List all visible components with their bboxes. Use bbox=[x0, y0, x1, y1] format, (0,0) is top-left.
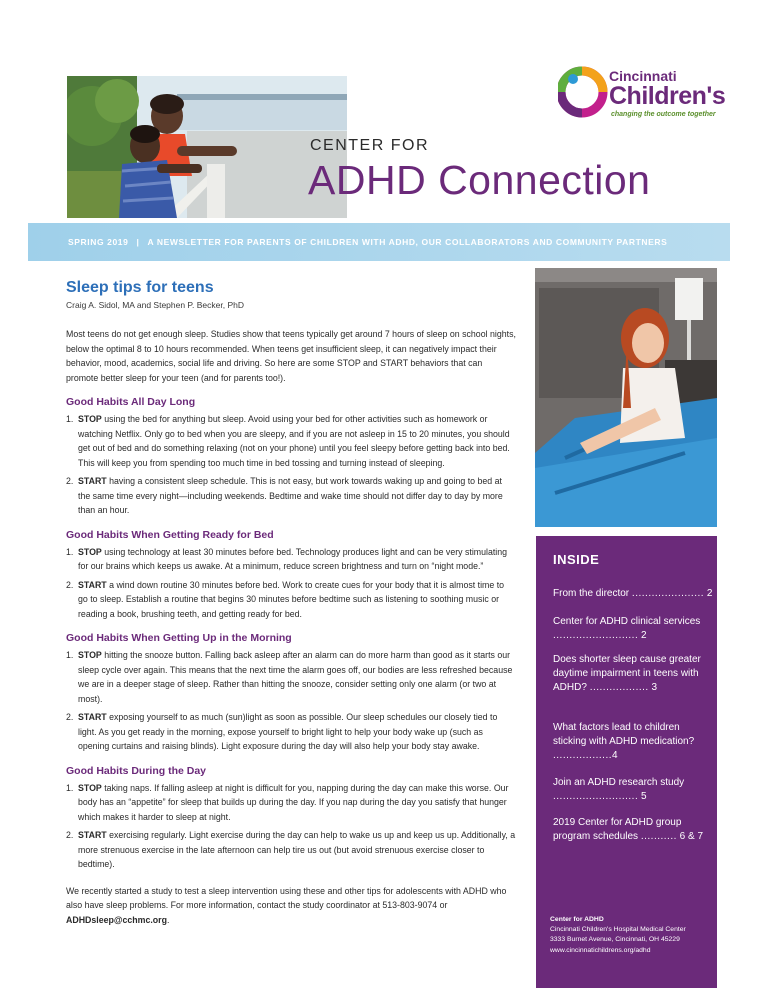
habit-list bbox=[66, 648, 516, 754]
habit-item bbox=[66, 828, 516, 872]
closing-end: . bbox=[166, 914, 170, 925]
item-text: hitting the snooze button. Falling back asleep after an alarm can do more harm than good as it starts our sleep cycle over again. This means that the next time the alarm goes off, our bodies are less refreshed because we are in a deeper stage of sleep. Rather than hitting the snooze, consider setting only one alarm (or two at most). bbox=[78, 650, 513, 704]
teen-in-bed-photo bbox=[535, 268, 717, 527]
toc-leader: .......................... bbox=[553, 630, 639, 641]
logo-mark-icon bbox=[558, 64, 608, 118]
item-keyword: START bbox=[78, 830, 107, 840]
contact-org: Center for ADHD bbox=[550, 916, 604, 923]
item-number: 2. bbox=[66, 712, 74, 722]
toc-item[interactable] bbox=[553, 653, 713, 695]
toc-label: What factors lead to children sticking with ADHD medication? bbox=[553, 722, 695, 747]
article-authors: Craig A. Sidol, MA and Stephen P. Becker, PhD bbox=[66, 300, 244, 310]
item-text: exposing yourself to as much (sun)light as soon as possible. Our sleep schedules our closely tied to light. As you get ready in the morning, expose yourself to bright light to help your body wake up (such as opening curtains and raising blinds). Light exposure during the day will also help your body stay awake. bbox=[78, 712, 498, 751]
item-keyword: START bbox=[78, 476, 107, 486]
habit-item bbox=[66, 412, 516, 470]
toc-leader: .................. bbox=[553, 750, 613, 761]
toc-leader: ...................... bbox=[631, 588, 705, 599]
contact-address: 3333 Burnet Avenue, Cincinnati, OH 45229 bbox=[550, 936, 680, 944]
toc-label: Does shorter sleep cause greater daytime impairment in teens with ADHD? bbox=[553, 654, 701, 693]
item-text: taking naps. If falling asleep at night is difficult for you, napping during the day can make this worse. Our body has an “appetite” for sleep that builds up during the day. If you nap during the day you satisfy that hunger which makes it harder to sleep at night. bbox=[78, 782, 509, 822]
inside-sidebar bbox=[536, 536, 717, 988]
toc-page: 2 bbox=[638, 630, 647, 641]
toc-item[interactable] bbox=[553, 776, 713, 804]
toc-page: 6 & 7 bbox=[676, 831, 704, 842]
section-heading: Good Habits When Getting Ready for Bed bbox=[66, 528, 274, 541]
habit-item bbox=[66, 578, 516, 622]
toc-label: From the director bbox=[553, 588, 632, 599]
toc-page: 4 bbox=[612, 750, 618, 761]
item-keyword: STOP bbox=[78, 546, 102, 557]
toc-label: Join an ADHD research study bbox=[553, 777, 685, 788]
hero-photo bbox=[67, 76, 347, 218]
item-keyword: STOP bbox=[78, 782, 102, 793]
habit-item bbox=[66, 545, 516, 574]
toc-item[interactable] bbox=[553, 615, 713, 643]
item-keyword: STOP bbox=[78, 650, 102, 660]
item-keyword: START bbox=[78, 579, 107, 590]
article bbox=[66, 279, 516, 927]
toc-leader: ........... bbox=[640, 831, 677, 842]
habit-item bbox=[66, 648, 516, 706]
closing-text: We recently started a study to test a sleep intervention using these and other tips for adolescents with ADHD who also have sleep problems. For more information, contact the study coordinator at 513-803-9074 or bbox=[66, 885, 507, 910]
item-text: using the bed for anything but sleep. Avoid using your bed for other activities such as homework or watching Netflix. Only go to bed when you are sleepy, and if you are not asleep in 15 to 20 minutes, you should get out of bed and do something relaxing (not on your phone) until you feel sleepy before getting back into bed. This will keep you from spending too much time in bed tossing and turning instead of sleeping. bbox=[78, 414, 510, 468]
toc-item[interactable] bbox=[553, 587, 713, 601]
item-number: 2. bbox=[66, 476, 74, 486]
teens-on-bridge-illustration bbox=[67, 76, 347, 218]
banner-separator: | bbox=[136, 237, 140, 247]
newsletter-description: A NEWSLETTER FOR PARENTS OF CHILDREN WITH ADHD, OUR COLLABORATORS AND COMMUNITY PARTNERS bbox=[147, 237, 668, 247]
toc-item[interactable] bbox=[553, 721, 713, 763]
item-number: 2. bbox=[66, 830, 74, 840]
toc-leader: .......................... bbox=[553, 791, 639, 802]
item-number: 2. bbox=[66, 579, 74, 590]
toc-label: Center for ADHD clinical services bbox=[553, 616, 701, 627]
section-heading: Good Habits During the Day bbox=[66, 764, 207, 777]
section-heading: Good Habits When Getting Up in the Morning bbox=[66, 632, 292, 644]
issue-banner bbox=[28, 223, 730, 261]
article-closing bbox=[66, 884, 516, 928]
habit-item bbox=[66, 710, 516, 754]
item-text: using technology at least 30 minutes before bed. Technology produces light and can be very stimulating for our brains which keeps us awake. At a minimum, reduce screen brightness and turn on “night mode.” bbox=[78, 546, 508, 571]
logo-tagline: changing the outcome together bbox=[611, 111, 716, 118]
issue-label: SPRING 2019 bbox=[68, 237, 129, 247]
teen-in-bed-illustration bbox=[535, 268, 717, 527]
contact-hospital: Cincinnati Children's Hospital Medical Center bbox=[550, 926, 686, 934]
contact-url[interactable]: www.cincinnatichildrens.org/adhd bbox=[550, 946, 651, 954]
item-text: having a consistent sleep schedule. This is not easy, but work towards waking up and going to bed at the same time every night—including weekends. Bedtime and wake time should not differ day to day by more than an hour. bbox=[78, 476, 503, 515]
item-text: a wind down routine 30 minutes before bed. Work to create cues for your body that it is almost time to go to sleep. Establish a routine that begins 30 minutes before bedtime such as listening to soothing music or reading a book, brushing teeth, and getting ready for bed. bbox=[78, 579, 505, 619]
section-heading: Good Habits All Day Long bbox=[66, 396, 196, 408]
item-keyword: STOP bbox=[78, 414, 102, 424]
item-number: 1. bbox=[66, 650, 74, 660]
item-number: 1. bbox=[66, 782, 74, 793]
toc-label: 2019 Center for ADHD group program schedules bbox=[553, 817, 682, 842]
habit-list bbox=[66, 545, 516, 622]
toc-item[interactable] bbox=[553, 816, 713, 844]
inside-title: INSIDE bbox=[553, 552, 600, 567]
masthead-title: ADHD Connection bbox=[308, 157, 651, 203]
study-email-link[interactable]: ADHDsleep@cchmc.org bbox=[66, 914, 167, 925]
habit-item bbox=[66, 474, 516, 518]
habit-list bbox=[66, 412, 516, 518]
masthead-prefix: CENTER FOR bbox=[310, 137, 429, 154]
item-keyword: START bbox=[78, 712, 107, 722]
logo-org-line2: Children's bbox=[609, 82, 726, 110]
article-title: Sleep tips for teens bbox=[66, 279, 214, 296]
toc-leader: .................. bbox=[589, 682, 649, 693]
toc-page: 3 bbox=[648, 682, 658, 693]
item-text: exercising regularly. Light exercise during the day can help to wake us up and keep us up. Additionally, a more strenuous exercise in the late afternoon can help tire us out (but avoid strenuous exercise closer to bedtime). bbox=[78, 830, 516, 869]
toc-page: 5 bbox=[638, 791, 647, 802]
habit-list bbox=[66, 781, 516, 872]
item-number: 1. bbox=[66, 546, 74, 557]
item-number: 1. bbox=[66, 414, 74, 424]
toc-page: 2 bbox=[704, 588, 713, 599]
habit-item bbox=[66, 781, 516, 825]
article-intro: Most teens do not get enough sleep. Studies show that teens typically get around 7 hours of sleep on school nights, below the optimal 8 to 10 hours recommended. When teens get insufficient sleep, it can negatively impact their behavior, mood, academics, social life and driving. So here are some STOP and START behaviors that can promote better sleep for your teen (and for parents too!). bbox=[66, 329, 516, 383]
cincinnati-childrens-logo[interactable] bbox=[556, 62, 731, 124]
logo-org-line1: Cincinnati bbox=[609, 68, 677, 84]
contact-block bbox=[550, 915, 686, 956]
